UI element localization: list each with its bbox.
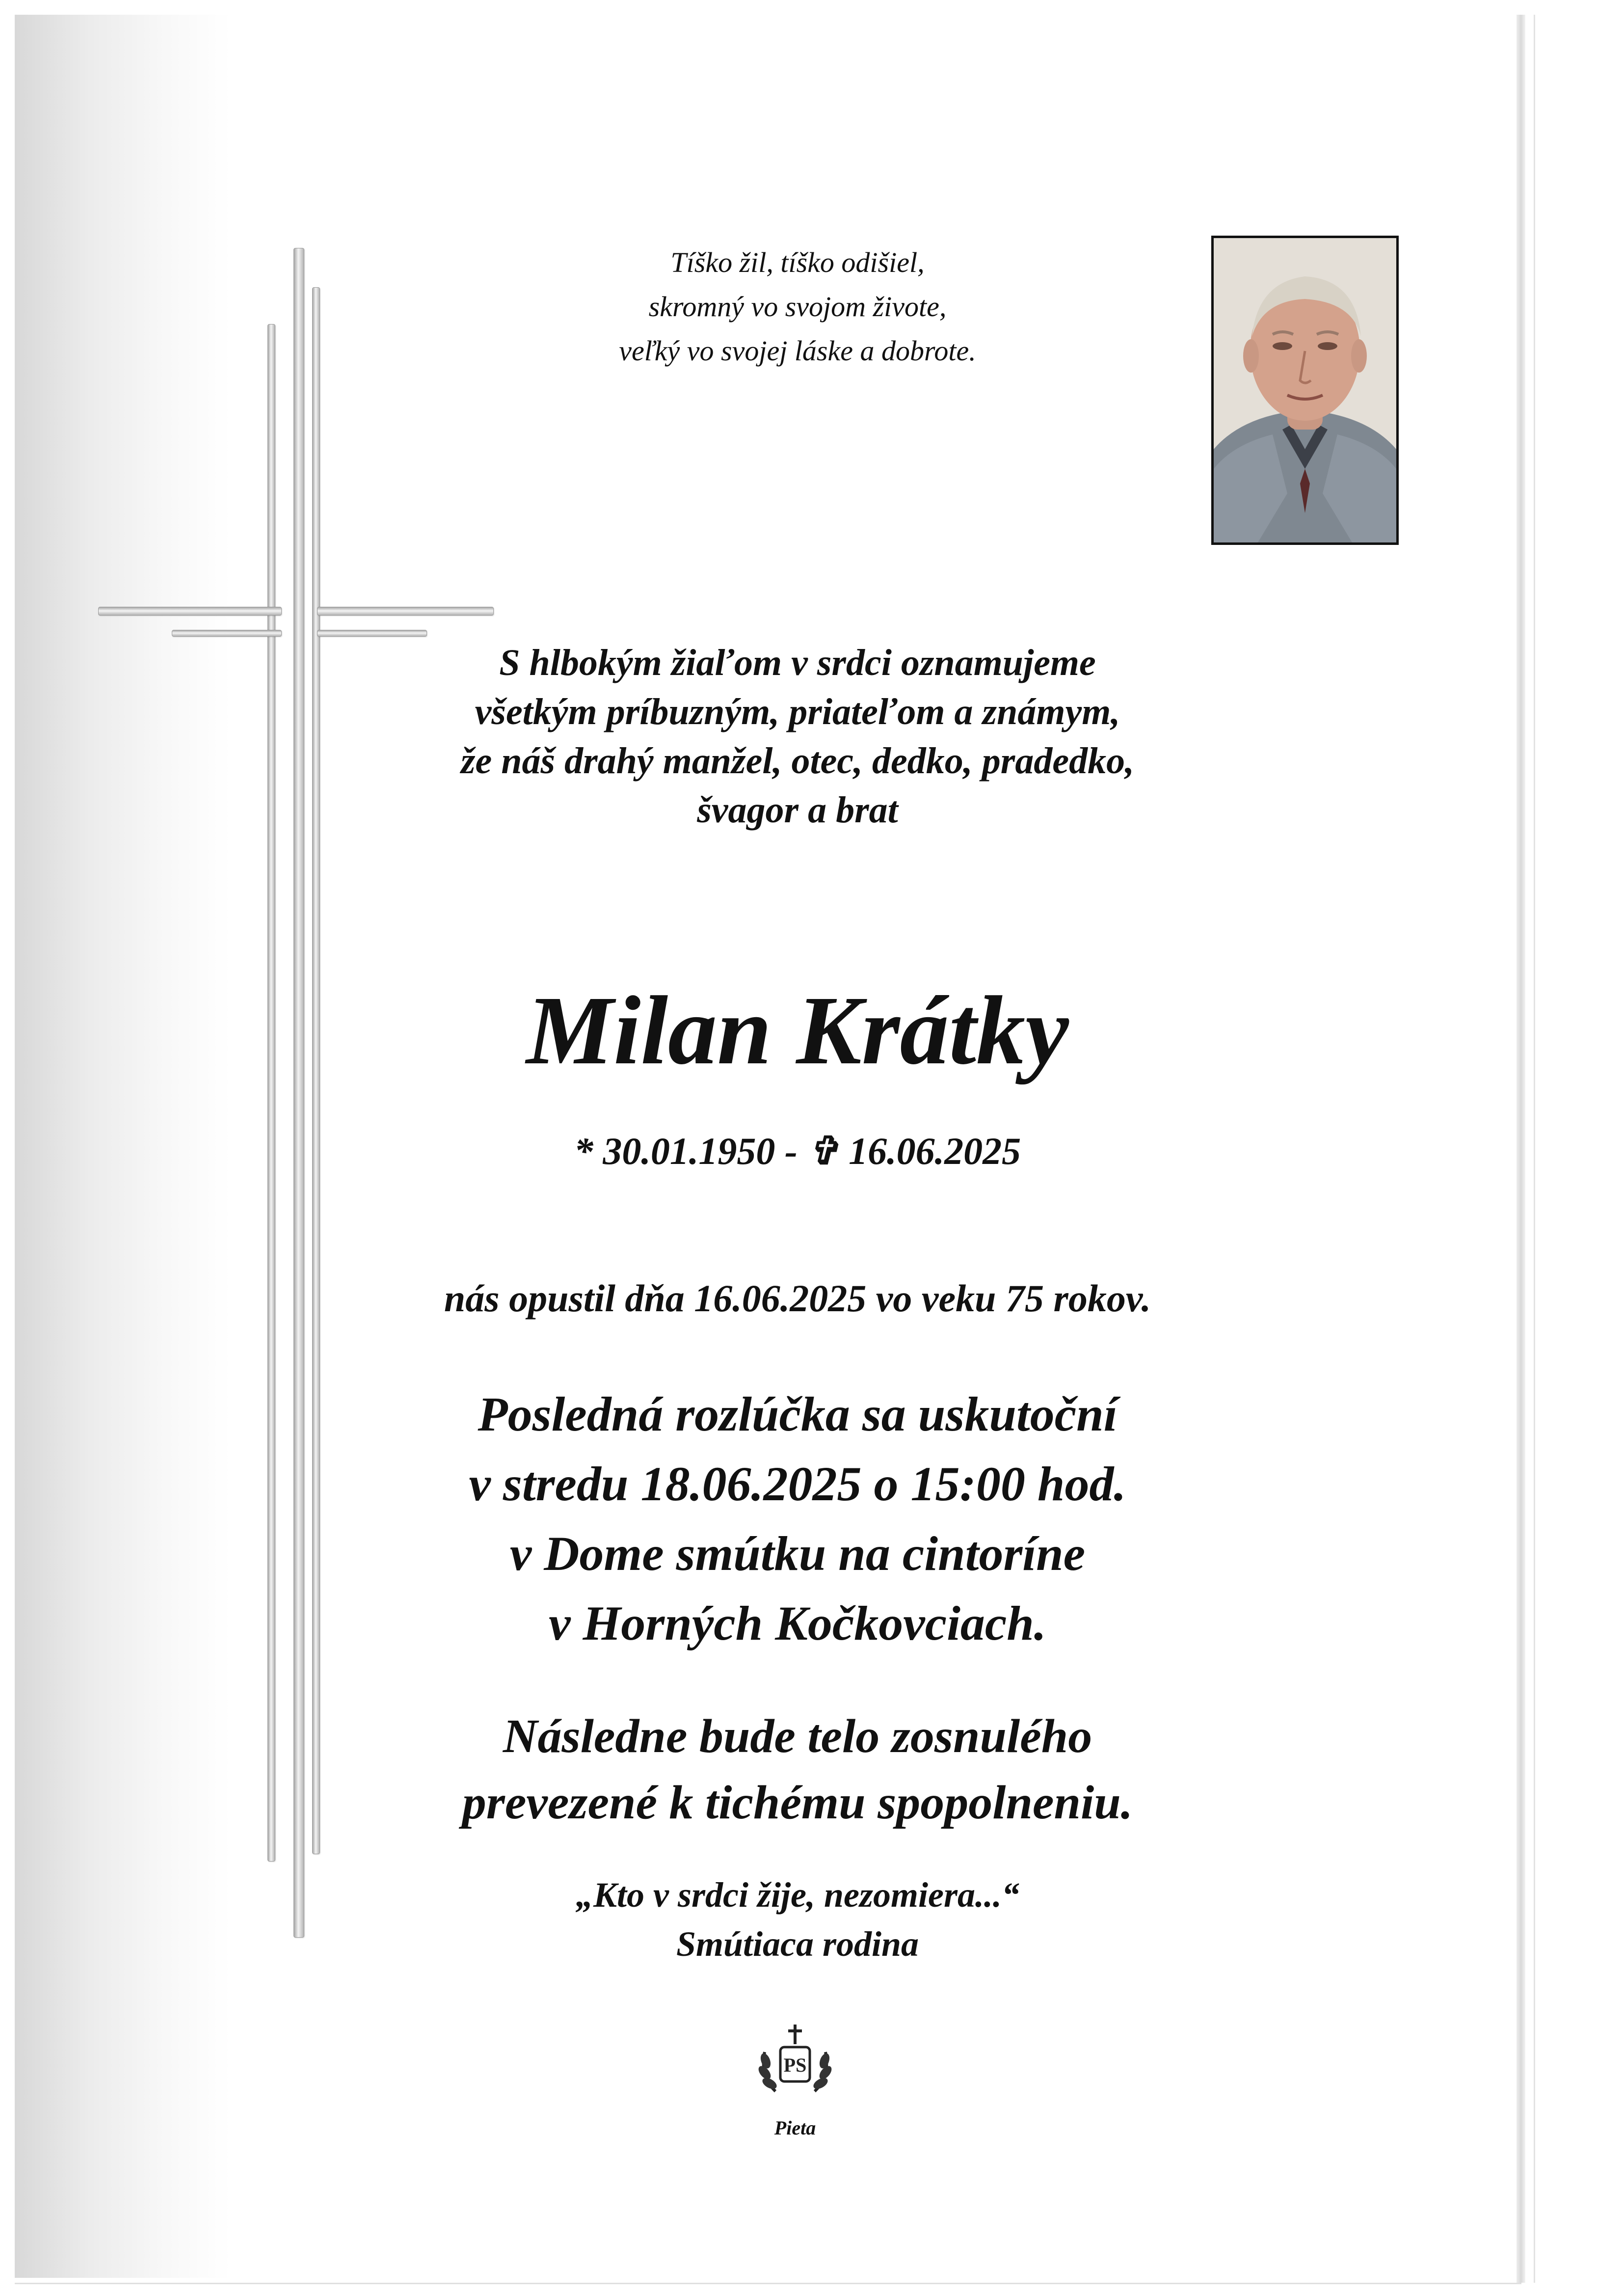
deceased-name: Milan Krátky bbox=[526, 976, 1069, 1085]
funeral-line: Posledná rozlúčka sa uskutoční bbox=[478, 1387, 1117, 1441]
family-signature: Smútiaca rodina bbox=[676, 1924, 919, 1964]
motto-line: skromný vo svojom živote, bbox=[648, 291, 947, 323]
cross-inner-vertical-left bbox=[267, 324, 275, 1862]
cross-inner-horizontal-left bbox=[172, 630, 282, 637]
right-page-edge-line bbox=[1534, 15, 1535, 2283]
deceased-portrait-photo bbox=[1211, 236, 1399, 545]
announcement-text bbox=[319, 638, 1276, 835]
life-dates: * 30.01.1950 - ✞ 16.06.2025 bbox=[574, 1130, 1021, 1172]
wreath-icon bbox=[746, 2018, 844, 2116]
cross-main-vertical bbox=[293, 248, 304, 1938]
funeral-line: v Horných Kočkovciach. bbox=[549, 1596, 1046, 1650]
motto-line: veľký vo svojej láske a dobrote. bbox=[619, 335, 976, 367]
cross-main-horizontal-right bbox=[317, 607, 494, 616]
funeral-line: v stredu 18.06.2025 o 15:00 hod. bbox=[469, 1457, 1126, 1511]
logo-monogram: PS bbox=[783, 2054, 807, 2076]
portrait-illustration bbox=[1214, 238, 1396, 542]
funeral-details bbox=[294, 1379, 1301, 1658]
motto-line: Tíško žil, tíško odišiel, bbox=[670, 246, 925, 278]
passed-away-statement: nás opustil dňa 16.06.2025 vo veku 75 rokov. bbox=[444, 1277, 1151, 1320]
announcement-line: že náš drahý manžel, otec, dedko, pradedko, bbox=[460, 740, 1135, 782]
bottom-page-edge bbox=[15, 2283, 1521, 2284]
announcement-line: všetkým príbuzným, priateľom a známym, bbox=[475, 691, 1120, 732]
announcement-line: švagor a brat bbox=[697, 789, 898, 831]
cross-inner-horizontal-right bbox=[317, 630, 427, 637]
cremation-line: Následne bude telo zosnulého bbox=[503, 1710, 1092, 1763]
cremation-note bbox=[319, 1703, 1276, 1836]
funeral-line: v Dome smútku na cintoríne bbox=[509, 1526, 1086, 1581]
logo-caption: Pieta bbox=[774, 2117, 816, 2139]
right-page-edge bbox=[1517, 15, 1525, 2283]
cross-main-horizontal-left bbox=[98, 607, 282, 616]
left-page-shadow bbox=[15, 15, 231, 2278]
cremation-line: prevezené k tichému spopolneniu. bbox=[462, 1776, 1133, 1829]
motto-poem bbox=[515, 241, 1080, 373]
closing-section bbox=[393, 1870, 1202, 1969]
announcement-line: S hlbokým žiaľom v srdci oznamujeme bbox=[499, 642, 1096, 683]
closing-quote: „Kto v srdci žije, nezomiera...“ bbox=[576, 1875, 1019, 1915]
